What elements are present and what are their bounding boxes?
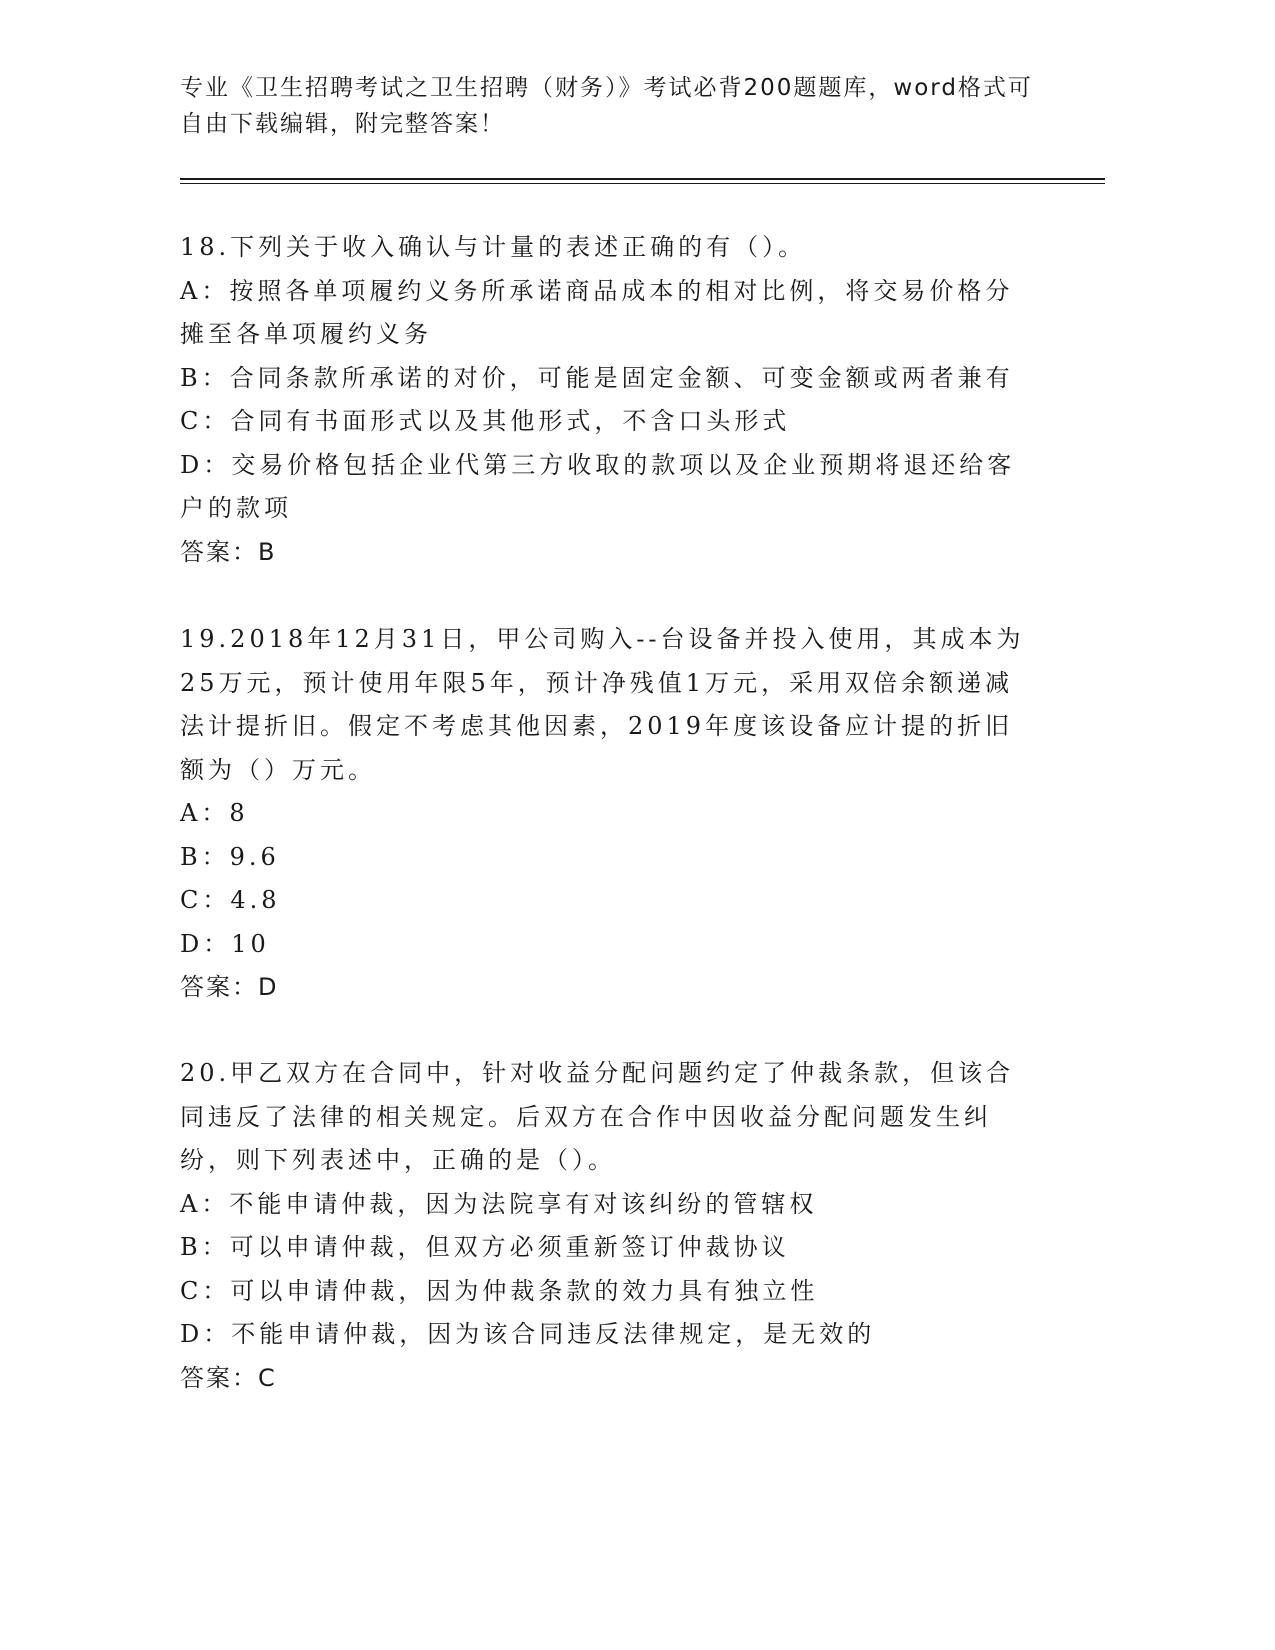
- question-stem: 18.下列关于收入确认与计量的表述正确的有（）。: [180, 233, 807, 261]
- question-stem: 20.甲乙双方在合同中，针对收益分配问题约定了仲裁条款，但该合同违反了法律的相关规定。后双方在合作中因收益分配问题发生纠纷，则下列表述中，正确的是（）。: [180, 1059, 1015, 1174]
- option-c: C：4.8: [180, 886, 281, 914]
- header-rule-thick: [180, 178, 1105, 180]
- option-a: A：不能申请仲裁，因为法院享有对该纠纷的管辖权: [180, 1189, 818, 1218]
- option-a: A：8: [180, 799, 249, 827]
- answer-label: 答案：D: [180, 973, 279, 1001]
- header-rule-thin: [180, 183, 1105, 184]
- option-c: C：可以申请仲裁，因为仲裁条款的效力具有独立性: [180, 1276, 819, 1305]
- option-c: C：合同有书面形式以及其他形式，不含口头形式: [180, 407, 791, 435]
- answer-label: 答案：B: [180, 537, 277, 566]
- document-header: 专业《卫生招聘考试之卫生招聘（财务）》考试必背200题题库，word格式可自由下载编辑，附完整答案！: [180, 75, 1033, 137]
- question-20: [180, 1052, 1040, 1400]
- option-d: D：不能申请仲裁，因为该合同违反法律规定，是无效的: [180, 1320, 876, 1348]
- question-stem: 19.2018年12月31日，甲公司购入--台设备并投入使用，其成本为25万元，预计使用年限5年，预计净残值1万元，采用双倍余额递减法计提折旧。假定不考虑其他因素，2019年度该设备应计提的折旧额为（）万元。: [180, 625, 1025, 784]
- option-b: B：9.6: [180, 842, 280, 871]
- question-18: [180, 226, 1040, 574]
- option-b: B：合同条款所承诺的对价，可能是固定金额、可变金额或两者兼有: [180, 363, 1014, 392]
- option-d: D：交易价格包括企业代第三方收取的款项以及企业预期将退还给客户的款项: [180, 450, 1016, 522]
- question-19: [180, 618, 1040, 1010]
- answer-label: 答案：C: [180, 1363, 277, 1392]
- option-d: D：10: [180, 929, 270, 958]
- option-b: B：可以申请仲裁，但双方必须重新签订仲裁协议: [180, 1233, 790, 1261]
- option-a: A：按照各单项履约义务所承诺商品成本的相对比例，将交易价格分摊至各单项履约义务: [180, 276, 1014, 348]
